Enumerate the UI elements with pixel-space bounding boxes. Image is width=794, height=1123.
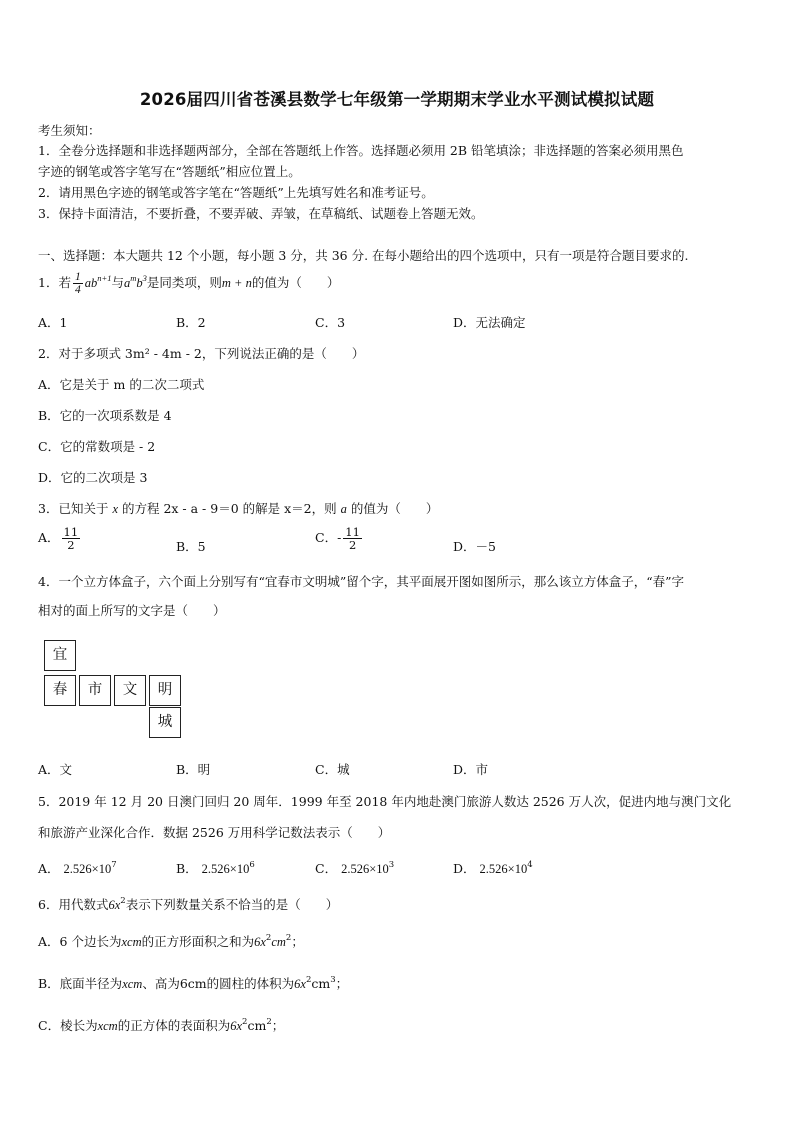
- q1-exp1: n+1: [97, 273, 112, 284]
- q6-b-sq: 2: [305, 975, 312, 985]
- q5-d-base: 2.526×10: [479, 862, 528, 876]
- question-4-line-2: 相对的面上所写的文字是（ ）: [38, 603, 226, 618]
- q6-c-sq2: 2: [266, 1017, 272, 1027]
- notice-item-1-cont: 字迹的钢笔或答字笔写在“答题纸”相应位置上。: [38, 164, 301, 179]
- question-6: [38, 895, 338, 913]
- q5-option-c[interactable]: [315, 859, 394, 877]
- notice-item-2: 2．请用黑色字迹的钢笔或答字笔在“答题纸”上先填写姓名和准考证号。: [38, 185, 434, 200]
- q5-d-exp: 4: [527, 860, 533, 870]
- q4-option-c[interactable]: C．城: [315, 762, 350, 777]
- q3-option-a-label: A．: [38, 530, 60, 546]
- q6-option-b[interactable]: [38, 974, 348, 992]
- q5-b-base: 2.526×10: [201, 862, 250, 876]
- net-cell-ming: 明: [149, 675, 181, 706]
- q5-c-exp: 3: [388, 860, 395, 870]
- q1-post: 的值为（ ）: [251, 275, 340, 291]
- q5-option-b[interactable]: [176, 859, 255, 877]
- net-cell-yi: 宜: [44, 640, 76, 671]
- q5-b-exp: 6: [249, 860, 255, 870]
- q3-post: 的值为（ ）: [350, 501, 439, 516]
- q6-b-mid2: 的圆柱的体积为: [206, 976, 295, 991]
- q6-c-mid: 的正方体的表面积为: [117, 1018, 231, 1033]
- net-cell-wen: 文: [114, 675, 146, 706]
- notice-heading: 考生须知：: [38, 123, 101, 138]
- q6-option-c[interactable]: [38, 1016, 284, 1034]
- section-heading: 一、选择题：本大题共 12 个小题，每小题 3 分，共 36 分. 在每小题给出的四个选项中，只有一项是符合题目要求的.: [38, 248, 689, 263]
- q4-option-a[interactable]: A．文: [38, 762, 73, 777]
- q6-exp: 2: [120, 896, 126, 906]
- q6-c-end: ；: [271, 1018, 285, 1033]
- q6-c-val: 6x: [230, 1019, 243, 1033]
- q5-a-label: A．: [38, 861, 60, 876]
- q3-a-num: 11: [63, 525, 79, 539]
- q3-c-num: 11: [345, 525, 360, 539]
- q4-option-b[interactable]: B．明: [176, 762, 211, 777]
- q1-term1: ab: [84, 276, 98, 291]
- q6-post: 表示下列数量关系不恰当的是（ ）: [125, 897, 339, 912]
- q1-frac-den: 4: [74, 284, 81, 297]
- q6-a-val: 6x: [254, 935, 266, 949]
- net-cell-cheng: 城: [149, 707, 181, 738]
- q2-option-d[interactable]: D．它的二次项是 3: [38, 470, 148, 485]
- q1-pre: 1．若: [38, 275, 71, 291]
- q3-option-a-fraction: [62, 526, 81, 551]
- q5-c-base: 2.526×10: [341, 862, 389, 876]
- q3-mid: 的方程 2x - a - 9＝0 的解是 x＝2，则: [121, 501, 337, 516]
- q6-b-unit: xcm: [122, 977, 143, 991]
- q1-option-b[interactable]: B．2: [176, 315, 206, 330]
- q1-option-a[interactable]: A．1: [38, 315, 68, 330]
- q3-var2: a: [340, 502, 347, 516]
- q3-var: x: [112, 502, 118, 516]
- q6-a-end: ；: [291, 934, 304, 949]
- q1-exp2a: m: [130, 273, 137, 284]
- net-cell-shi: 市: [79, 675, 111, 706]
- q3-option-c-label: C．-: [315, 530, 342, 546]
- q3-c-den: 2: [348, 538, 357, 553]
- notice-item-1: 1．全卷分选择题和非选择题两部分，全部在答题纸上作答。选择题必须用 2B 铅笔填涂；非选择题的答案必须用黑色: [38, 143, 684, 158]
- q6-a-sq2: 2: [285, 933, 292, 943]
- q5-a-exp: 7: [111, 860, 117, 870]
- question-1: [38, 271, 339, 296]
- q2-option-b[interactable]: B．它的一次项系数是 4: [38, 408, 172, 423]
- q5-a-base: 2.526×10: [63, 862, 112, 876]
- q6-a-unit: xcm: [121, 935, 142, 949]
- q1-term2a: a: [123, 276, 131, 291]
- q6-a-sq: 2: [265, 933, 272, 943]
- q5-c-label: C．: [315, 861, 338, 876]
- q6-a-val2: cm: [271, 935, 286, 949]
- q3-option-d[interactable]: D．－5: [453, 539, 496, 554]
- q5-option-d[interactable]: [453, 859, 533, 877]
- q6-b-val: 6x: [294, 977, 306, 991]
- q6-a-pre: A．6 个边长为: [38, 934, 122, 949]
- q1-expr: m + n: [221, 276, 252, 291]
- q4-option-d[interactable]: D．市: [453, 762, 489, 777]
- page-title: 2026届四川省苍溪县数学七年级第一学期期末学业水平测试模拟试题: [139, 90, 655, 109]
- question-2: 2．对于多项式 3m² - 4m - 2，下列说法正确的是（ ）: [38, 346, 365, 361]
- net-cell-chun: 春: [44, 675, 76, 706]
- q6-pre: 6．用代数式: [38, 897, 109, 912]
- q1-exp2b: 3: [142, 273, 147, 284]
- notice-item-3: 3．保持卡面清洁，不要折叠，不要弄破、弄皱，在草稿纸、试题卷上答题无效。: [38, 206, 484, 221]
- q3-option-c[interactable]: [315, 526, 364, 551]
- q6-b-end: ；: [335, 976, 349, 991]
- q6-expr: 6x: [108, 898, 121, 912]
- q6-b-pre: B．底面半径为: [38, 976, 123, 991]
- q1-frac-num: 1: [74, 271, 81, 283]
- q1-fraction: [73, 271, 83, 296]
- question-4-line-1: 4．一个立方体盒子，六个面上分别写有“宜春市文明城”留个字，其平面展开图如图所示，那么该立方体盒子，“春”字: [38, 574, 685, 589]
- question-5-line-2: 和旅游产业深化合作．数据 2526 万用科学记数法表示（ ）: [38, 825, 391, 840]
- q5-b-label: B．: [176, 861, 198, 876]
- q5-d-label: D．: [453, 861, 476, 876]
- q3-option-c-fraction: [343, 526, 362, 551]
- question-5-line-1: 5．2019 年 12 月 20 日澳门回归 20 周年．1999 年至 2018 年内地赴澳门旅游人数达 2526 万人次，促进内地与澳门文化: [38, 794, 732, 809]
- q1-mid: 与: [111, 275, 124, 291]
- cube-net-figure: [44, 640, 194, 740]
- q6-c-sq: 2: [242, 1017, 248, 1027]
- question-3: [38, 499, 438, 517]
- q1-option-c[interactable]: C．3: [315, 315, 346, 330]
- q1-option-d[interactable]: D．无法确定: [453, 315, 526, 330]
- q6-c-pre: C．棱长为: [38, 1018, 98, 1033]
- q3-option-a[interactable]: [38, 526, 82, 551]
- q6-a-mid: 的正方形面积之和为: [141, 934, 255, 949]
- q1-mid2: 是同类项，则: [146, 275, 222, 291]
- q2-option-c[interactable]: C．它的常数项是 - 2: [38, 439, 156, 454]
- q6-b-val2: cm: [311, 976, 331, 991]
- q6-option-a[interactable]: [38, 932, 304, 950]
- q6-b-mid: 、高为: [142, 976, 180, 991]
- q6-c-val2: cm: [247, 1018, 267, 1033]
- q2-option-a[interactable]: A．它是关于 m 的二次二项式: [38, 377, 205, 392]
- q3-option-b[interactable]: B．5: [176, 539, 206, 554]
- q5-option-a[interactable]: [38, 859, 117, 877]
- q6-b-cube: 3: [330, 975, 336, 985]
- q6-c-unit: xcm: [97, 1019, 118, 1033]
- q6-b-h: 6cm: [179, 976, 207, 991]
- q3-a-den: 2: [67, 538, 75, 553]
- q1-term2b: b: [136, 276, 143, 291]
- q3-pre: 3．已知关于: [38, 501, 109, 516]
